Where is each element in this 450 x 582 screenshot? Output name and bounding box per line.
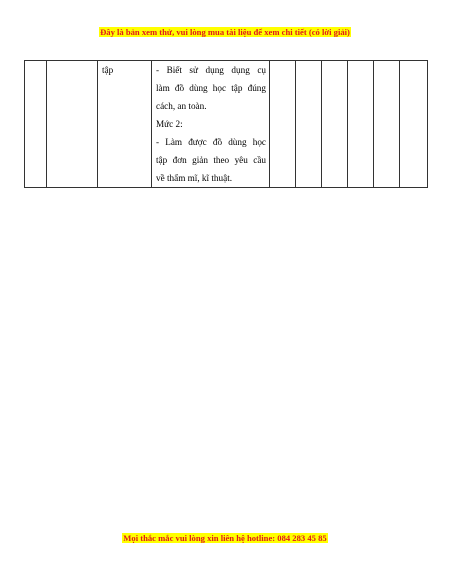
hotline-text: Mọi thắc mắc vui lòng xin liên hệ hotline: 084 283 45 85: [123, 533, 327, 543]
table-cell-empty: [270, 61, 296, 188]
preview-notice-banner: [0, 27, 450, 37]
table-row: [25, 61, 428, 188]
requirement-line: làm đồ dùng học tập đúng: [156, 83, 266, 93]
table-cell-empty: [25, 61, 47, 188]
table-cell-requirements: [152, 61, 270, 188]
curriculum-table: [24, 60, 428, 188]
table-cell-empty: [296, 61, 322, 188]
requirement-line: về thẩm mĩ, kĩ thuật.: [156, 173, 233, 183]
table-cell-subject: tập: [98, 61, 152, 188]
requirement-level-label: Mức 2:: [156, 119, 183, 129]
requirement-line: tập đơn giản theo yêu cầu: [156, 155, 266, 165]
table-cell-empty: [400, 61, 428, 188]
preview-notice-text: Đây là bản xem thử, vui lòng mua tài liệu để xem chi tiết (có lời giải): [100, 27, 350, 37]
hotline-banner: [0, 533, 450, 543]
requirement-line: - Làm được đồ dùng học: [156, 137, 266, 147]
requirement-line: - Biết sử dụng dụng cụ: [156, 65, 266, 75]
table-cell-empty: [374, 61, 400, 188]
table-cell-empty: [47, 61, 98, 188]
requirement-line: cách, an toàn.: [156, 101, 207, 111]
table-cell-empty: [322, 61, 348, 188]
table-cell-empty: [348, 61, 374, 188]
